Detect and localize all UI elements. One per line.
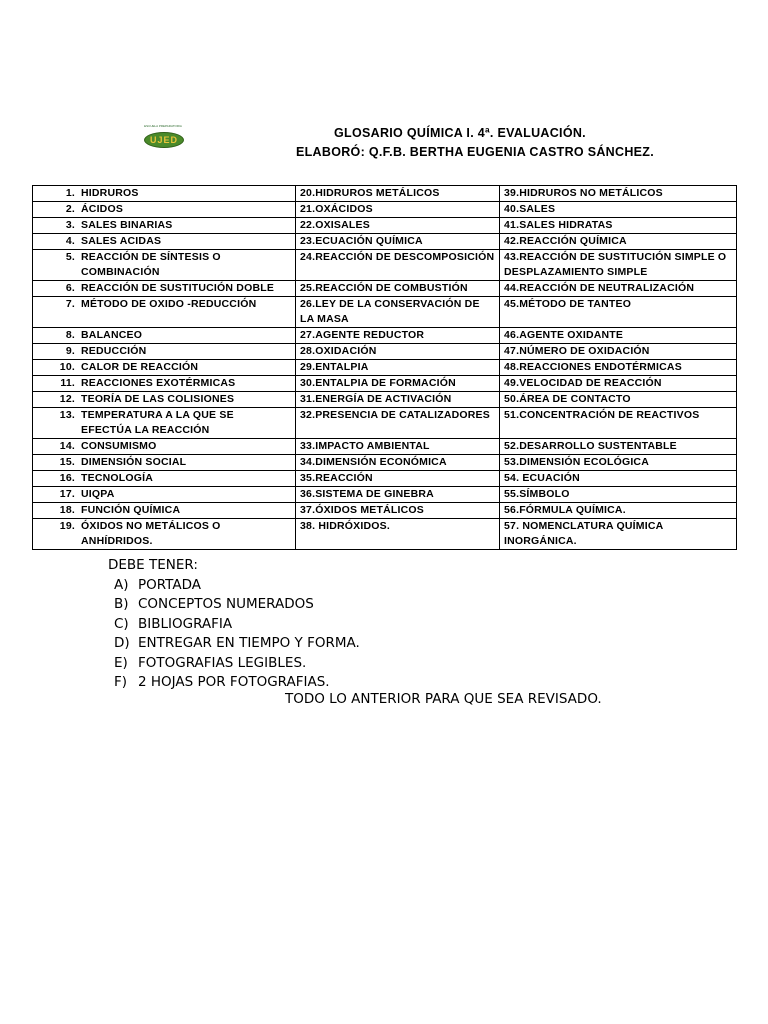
term-text: DIMENSIÓN SOCIAL xyxy=(81,456,187,468)
list-item-text: PORTADA xyxy=(138,576,201,593)
glossary-cell-col1 xyxy=(33,376,296,392)
list-item-letter: B) xyxy=(114,596,129,612)
glossary-cell-col1 xyxy=(33,186,296,202)
glossary-cell-col3: 43.REACCIÓN DE SUSTITUCIÓN SIMPLE O DESPLAZAMIENTO SIMPLE xyxy=(500,250,737,281)
glossary-cell-col2: 28.OXIDACIÓN xyxy=(296,344,500,360)
term-number: 3. xyxy=(65,219,75,231)
term-number: 6. xyxy=(65,282,75,294)
term-number: 18. xyxy=(59,504,75,516)
glossary-cell-col2: 22.OXISALES xyxy=(296,218,500,234)
term-text: SALES ACIDAS xyxy=(81,235,162,247)
term-text: REACCIONES EXOTÉRMICAS xyxy=(81,377,236,389)
glossary-cell-col1 xyxy=(33,234,296,250)
glossary-cell-col2: 32.PRESENCIA DE CATALIZADORES xyxy=(296,408,500,439)
glossary-cell-col1 xyxy=(33,408,296,439)
term-text: HIDRUROS xyxy=(81,187,139,199)
table-row xyxy=(33,202,737,218)
document-title: GLOSARIO QUÍMICA I. 4ª. EVALUACIÓN. xyxy=(334,126,586,140)
glossary-cell-col2: 21.OXÁCIDOS xyxy=(296,202,500,218)
list-item xyxy=(114,576,360,596)
glossary-cell-col2: 38. HIDRÓXIDOS. xyxy=(296,519,500,550)
list-item xyxy=(114,615,360,635)
list-item xyxy=(114,595,360,615)
list-item-letter: F) xyxy=(114,674,128,690)
term-text: REACCIÓN DE SÍNTESIS O COMBINACIÓN xyxy=(81,251,221,278)
glossary-table xyxy=(32,185,737,550)
glossary-cell-col1 xyxy=(33,455,296,471)
list-item-text: BIBLIOGRAFIA xyxy=(138,615,233,632)
glossary-cell-col1 xyxy=(33,487,296,503)
logo-emblem-icon xyxy=(144,132,184,148)
glossary-cell-col3: 53.DIMENSIÓN ECOLÓGICA xyxy=(500,455,737,471)
glossary-cell-col2: 27.AGENTE REDUCTOR xyxy=(296,328,500,344)
term-number: 12. xyxy=(59,393,75,405)
term-text: TEORÍA DE LAS COLISIONES xyxy=(81,393,235,405)
term-number: 5. xyxy=(65,251,75,263)
term-text: BALANCEO xyxy=(81,329,143,341)
table-row xyxy=(33,408,737,439)
term-text: ÓXIDOS NO METÁLICOS O ANHÍDRIDOS. xyxy=(81,520,221,547)
term-text: REACCIÓN DE SUSTITUCIÓN DOBLE xyxy=(81,282,275,294)
logo-caption: ESCUELA PREPARATORIA xyxy=(144,124,182,128)
glossary-cell-col2: 33.IMPACTO AMBIENTAL xyxy=(296,439,500,455)
term-number: 19. xyxy=(59,520,75,532)
glossary-cell-col2: 30.ENTALPIA DE FORMACIÓN xyxy=(296,376,500,392)
list-item xyxy=(114,654,360,674)
glossary-table-body xyxy=(33,186,737,550)
glossary-cell-col1 xyxy=(33,360,296,376)
closing-note: TODO LO ANTERIOR PARA QUE SEA REVISADO. xyxy=(285,691,602,707)
table-row xyxy=(33,519,737,550)
glossary-cell-col1 xyxy=(33,328,296,344)
glossary-cell-col3: 46.AGENTE OXIDANTE xyxy=(500,328,737,344)
glossary-cell-col3: 55.SÍMBOLO xyxy=(500,487,737,503)
table-row xyxy=(33,487,737,503)
glossary-cell-col3: 44.REACCIÓN DE NEUTRALIZACIÓN xyxy=(500,281,737,297)
document-author: ELABORÓ: Q.F.B. BERTHA EUGENIA CASTRO SÁNCHEZ. xyxy=(295,145,655,159)
glossary-cell-col1 xyxy=(33,297,296,328)
list-item-letter: E) xyxy=(114,654,128,671)
list-item-text: ENTREGAR EN TIEMPO Y FORMA. xyxy=(138,635,360,651)
term-text: SALES BINARIAS xyxy=(81,219,173,231)
term-text: CALOR DE REACCIÓN xyxy=(81,361,199,373)
table-row xyxy=(33,234,737,250)
glossary-cell-col2: 34.DIMENSIÓN ECONÓMICA xyxy=(296,455,500,471)
table-row xyxy=(33,376,737,392)
document-header xyxy=(250,124,680,162)
glossary-cell-col1 xyxy=(33,218,296,234)
glossary-cell-col3: 57. NOMENCLATURA QUÍMICA INORGÁNICA. xyxy=(500,519,737,550)
glossary-cell-col1 xyxy=(33,503,296,519)
glossary-cell-col1 xyxy=(33,392,296,408)
logo-mark: UJED xyxy=(149,135,178,145)
table-row xyxy=(33,281,737,297)
requirements-items xyxy=(108,576,360,693)
list-item-text: FOTOGRAFIAS LEGIBLES. xyxy=(138,654,307,671)
term-number: 4. xyxy=(65,235,75,247)
table-row xyxy=(33,360,737,376)
list-item-letter: A) xyxy=(114,576,129,593)
glossary-cell-col1 xyxy=(33,519,296,550)
glossary-cell-col2: 23.ECUACIÓN QUÍMICA xyxy=(296,234,500,250)
term-text: MÉTODO DE OXIDO -REDUCCIÓN xyxy=(81,298,257,310)
glossary-cell-col3: 39.HIDRUROS NO METÁLICOS xyxy=(500,186,737,202)
table-row xyxy=(33,471,737,487)
table-row xyxy=(33,250,737,281)
glossary-cell-col3: 42.REACCIÓN QUÍMICA xyxy=(500,234,737,250)
term-number: 8. xyxy=(65,329,75,341)
list-item-letter: C) xyxy=(114,615,129,632)
glossary-cell-col3: 52.DESARROLLO SUSTENTABLE xyxy=(500,439,737,455)
table-row xyxy=(33,186,737,202)
glossary-cell-col2: 36.SISTEMA DE GINEBRA xyxy=(296,487,500,503)
table-row xyxy=(33,297,737,328)
term-number: 13. xyxy=(59,409,75,421)
glossary-cell-col2: 25.REACCIÓN DE COMBUSTIÓN xyxy=(296,281,500,297)
glossary-cell-col2: 35.REACCIÓN xyxy=(296,471,500,487)
term-text: REDUCCIÓN xyxy=(81,345,147,357)
term-text: TEMPERATURA A LA QUE SE EFECTÚA LA REACCIÓN xyxy=(81,409,234,436)
glossary-cell-col3: 48.REACCIONES ENDOTÉRMICAS xyxy=(500,360,737,376)
requirements-heading: DEBE TENER: xyxy=(108,557,198,573)
term-number: 1. xyxy=(65,187,75,199)
term-number: 17. xyxy=(59,488,75,500)
glossary-cell-col1 xyxy=(33,439,296,455)
school-logo xyxy=(140,124,186,148)
table-row xyxy=(33,503,737,519)
glossary-cell-col2: 31.ENERGÍA DE ACTIVACIÓN xyxy=(296,392,500,408)
glossary-cell-col3: 51.CONCENTRACIÓN DE REACTIVOS xyxy=(500,408,737,439)
glossary-cell-col1 xyxy=(33,281,296,297)
term-number: 10. xyxy=(59,361,75,373)
glossary-cell-col3: 49.VELOCIDAD DE REACCIÓN xyxy=(500,376,737,392)
glossary-cell-col1 xyxy=(33,471,296,487)
glossary-cell-col3: 45.MÉTODO DE TANTEO xyxy=(500,297,737,328)
term-number: 7. xyxy=(65,298,75,310)
glossary-cell-col2: 29.ENTALPIA xyxy=(296,360,500,376)
term-text: CONSUMISMO xyxy=(81,440,157,452)
term-number: 14. xyxy=(59,440,75,452)
glossary-cell-col2: 37.ÓXIDOS METÁLICOS xyxy=(296,503,500,519)
requirements-list xyxy=(108,556,360,693)
glossary-cell-col1 xyxy=(33,344,296,360)
table-row xyxy=(33,439,737,455)
table-row xyxy=(33,455,737,471)
glossary-cell-col3: 47.NÚMERO DE OXIDACIÓN xyxy=(500,344,737,360)
table-row xyxy=(33,392,737,408)
list-item-text: CONCEPTOS NUMERADOS xyxy=(138,596,314,612)
term-number: 16. xyxy=(59,472,75,484)
glossary-cell-col2: 26.LEY DE LA CONSERVACIÓN DE LA MASA xyxy=(296,297,500,328)
list-item-text: 2 HOJAS POR FOTOGRAFIAS. xyxy=(138,674,330,690)
list-item xyxy=(114,634,360,654)
term-text: FUNCIÓN QUÍMICA xyxy=(81,504,181,516)
table-row xyxy=(33,328,737,344)
glossary-cell-col3: 41.SALES HIDRATAS xyxy=(500,218,737,234)
glossary-cell-col1 xyxy=(33,202,296,218)
glossary-cell-col3: 56.FÓRMULA QUÍMICA. xyxy=(500,503,737,519)
term-text: UIQPA xyxy=(81,488,115,500)
glossary-cell-col1 xyxy=(33,250,296,281)
table-row xyxy=(33,344,737,360)
glossary-cell-col3: 40.SALES xyxy=(500,202,737,218)
glossary-cell-col2: 20.HIDRUROS METÁLICOS xyxy=(296,186,500,202)
term-number: 9. xyxy=(65,345,75,357)
term-text: ÁCIDOS xyxy=(81,203,124,215)
glossary-cell-col2: 24.REACCIÓN DE DESCOMPOSICIÓN xyxy=(296,250,500,281)
term-number: 15. xyxy=(59,456,75,468)
list-item-letter: D) xyxy=(114,635,130,651)
term-number: 11. xyxy=(60,377,75,389)
glossary-cell-col3: 50.ÁREA DE CONTACTO xyxy=(500,392,737,408)
table-row xyxy=(33,218,737,234)
term-number: 2. xyxy=(65,203,75,215)
term-text: TECNOLOGÍA xyxy=(81,472,153,484)
glossary-cell-col3: 54. ECUACIÓN xyxy=(500,471,737,487)
